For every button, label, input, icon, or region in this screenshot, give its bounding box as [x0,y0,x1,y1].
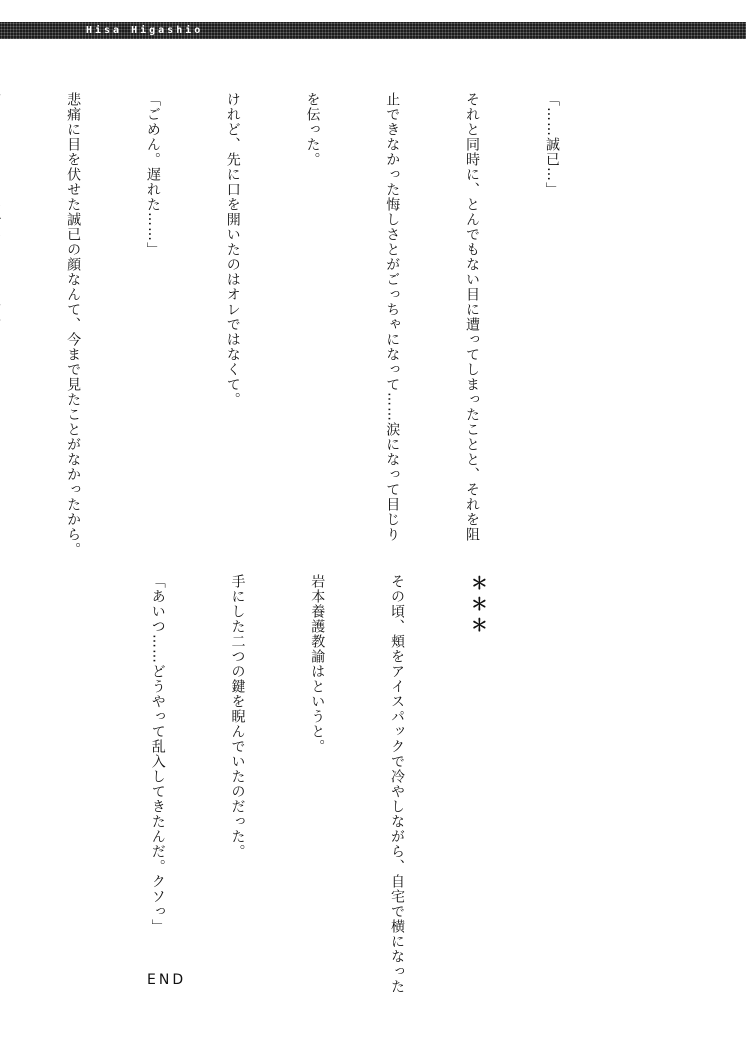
text-line: 岩本養護教諭はというと。 [309,574,326,754]
text-line: 「ごめん。遅れた……」 [144,92,161,257]
text-line: 「……誠已…」 [543,92,560,197]
end-mark: END [147,972,187,988]
author-header-label: Hisa Higashio [86,25,204,36]
text-line: を伝った。 [304,92,321,167]
text-line: 悲痛に目を伏せた誠已の顔なんて、今まで見たことがなかったから。 [65,92,82,557]
text-line [0,92,6,552]
text-line: 手にした二つの鍵を睨んでいたのだった。 [229,574,246,859]
text-line: 「あいつ……どうやって乱入してきたんだ。クソっ」 [149,574,166,934]
text-line: それと同時に、とんでもない目に遭ってしまったことと、それを阻 [464,92,481,542]
text-line: 止できなかった悔しさとがごっちゃになって……涙になって目じり [384,92,401,542]
section-break-mark: ＊＊＊ [466,574,487,637]
text-line: けれど、先に口を開いたのはオレではなくて。 [224,92,241,407]
text-line: その頃、頬をアイスパックで冷やしながら、自宅で横になった [389,574,406,994]
story-text-upper [65,92,618,557]
